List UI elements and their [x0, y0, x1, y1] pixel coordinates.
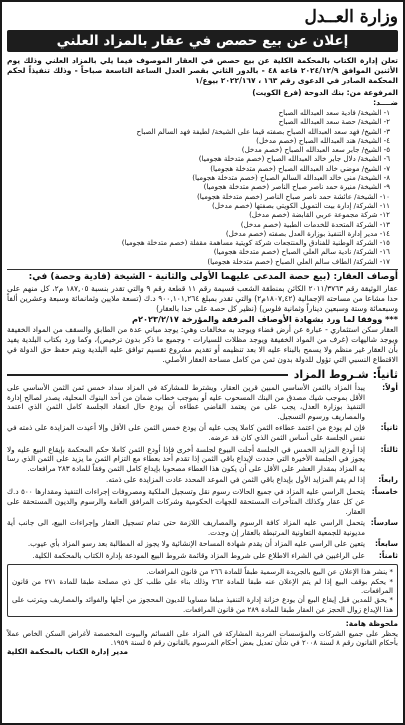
ministry-header: [7, 6, 398, 28]
list-item: ١٤- مدير إدارة التنفيذ بوزارة العدل بصفته (خصم مدخل): [225, 228, 390, 238]
list-item: ١٥- الشركة الوطنية للفنادق والمنتجعات شركة كويتية مساهمة مقفلة (خصم متدخلة هجوميا): [121, 238, 390, 248]
list-item: ١٣- الشركة المتحدة للخدمات الطبية (خصم مدخل): [240, 219, 390, 229]
list-item: ١٢- شركة مجموعة عربي القابضة (خصم مدخل): [249, 210, 390, 220]
ministry-name: وزارة العــدل: [304, 7, 398, 27]
condition-label: ثامناً:: [378, 551, 398, 561]
against-label: ضــــد:: [373, 98, 398, 107]
conditions-heading-row: [7, 368, 398, 381]
list-item: ٤- الشيخة/ هند العبدالله الصباح (خصم مدخل): [256, 135, 390, 145]
condition-text: إذا أودع المزايد الخمس في الجلسة أجلت البيوع لجلسة أخرى فإذا أودع الثمن كاملا حكم المحكمة بإيقاع البيع عليه ولا يجوز في الجلسة الأخيرة التي حددت لإيداع باقي الثمن إذا تقدم أحد بعطاء مع التزام الثمن ما يزيد على الثمن الذي رسا به المزاد بمقدار العشر على الأقل على أن يكون هذا العطاء مصحوبا بإيداع كامل الثمن وفقاً للمادة ٢٨٣ مرافعات.: [7, 444, 365, 473]
plaintiff-line: المرفوعة من: بنك الدوحة (فرع الكويت): [252, 88, 398, 97]
condition-text: يتعين على الراسي عليه المزاد أن يقدم شهادة المساحة الإنشائية ولا يجوز له المطالبة بعد رسو المزاد بأي عيوب.: [27, 539, 365, 549]
signature-line: مدير إدارة الكتاب بالمحكمة الكلية: [7, 647, 129, 657]
list-item: ١٠- الشيخة/ عائشة حمد ناصر صباح الناصر (خصم متدخلة هجوميا): [197, 191, 390, 201]
property-description-heading: أوصاف العقار: (بيع حصة المدعى عليهما الأولى والثانية - الشيخة (فادية وحصة) في:: [7, 269, 398, 284]
list-item: ٦- الشيخة/ دلال جابر خالد العبدالله الصباح (خصم متدخلة هجوميا): [198, 154, 390, 164]
condition-label: أولاً:: [382, 383, 398, 393]
condition-item: [7, 539, 398, 549]
condition-label: خامساً:: [371, 487, 398, 497]
list-item: ٣- الشيخ/ فهد سعد العبدالله الصباح بصفته قيما على الشيخة/ لطيفة فهد السالم الصباح: [136, 126, 390, 136]
condition-text: يتحمل الراسي عليه المزاد في جميع الحالات رسوم نقل وتسجيل الملكية ومصروفات إجراءات التنفيذ ومقدارها ٥٠٠ د.ك عن كل عقار وكذلك المتأخرات المستحقة للجهات الحكومية وشركات المرافق العامة والرسوم والديون المستحقة على العقار.: [7, 487, 366, 516]
notice-title-banner: إعلان عن بيع حصص في عقار بالمزاد العلني: [7, 30, 398, 52]
condition-text: فإن لم يودع من اعتمد عطاءه الثمن كاملا يجب عليه أن يودع خمس الثمن على الأقل وإلا أعيدت المزايدة على ذمته في نفس الجلسة على أساس الثمن الذي كان قد عرضه.: [7, 423, 365, 443]
list-item: ٢- الشيخة/ حصة سعد العبدالله الصباح: [278, 117, 390, 127]
list-item: ٩- الشيخة/ منيرة حمد ناصر صباح الناصر (خصم متدخلة هجوميا): [203, 182, 390, 192]
condition-item: [7, 445, 398, 474]
condition-label: رابعاً:: [378, 475, 398, 485]
condition-item: [7, 487, 398, 516]
condition-text: يتحمل الراسي عليه المزاد كافة الرسوم والمصاريف اللازمة حتى تمام تسجيل العقار وإجراءات البيع، الى جانب أية مديونية للجمعية التعاونية المرتبطة بالعقار إن وجدت.: [7, 518, 365, 537]
legal-note: * ينشر هذا الإعلان عن البيع بالجريدة الرسمية طبقاً للمادة ٢٦٦ من قانون المرافعات.: [146, 567, 393, 577]
list-item: ١٦- الشركة/ نادية سالم العلي الصباح (خصم متدخلة هجوميا): [213, 247, 390, 257]
legal-note: * يحق للمدين قبل إيقاع البيع أن يودع خزانة إدارة التنفيذ مبلغا مساويا للديون المحجوز من أجلها والفوائد والمصاريف ويترتب على هذا الإيداع زوال الحجز عن العقار طبقا للمادة ٢٨٩ من قانون المرافعات.: [12, 595, 393, 614]
important-note-heading: ملحوظة هامة:: [345, 618, 398, 628]
notice-intro: تعلن إدارة الكتاب بالمحكمة الكلية عن بيع حصص في العقار الموصوف فيما يلي بالمزاد العلني وذلك يوم الأثنين الموافق ٢٠٢٤/١٢/٩ قاعة ٤٨ - بالدور الثاني بقصر العدل الساعة التاسعة صباحاً - وذلك تنفيذاً لحكم المحكمة الصادر في الدعوى رقم ١٦٣ ، ٢٠٢٢/١٦٧ بيوع/١: [7, 56, 398, 85]
condition-item: [7, 518, 398, 537]
property-description-body: عقار الوثيقة رقم ٢٠١١/٣٧٦٣ الكائن بمنطقة الشعب قسيمة رقم ١١ قطعة رقم ٩ والتي تقدر بنسبة ١٨٧,٠٥ م٢، كل منهم على حدا مشاعا من مساحته الإجمالية (١٨٠٧,٤٢م٢) والتي تقدر بمبلغ ٩٠٠,١٠١,٢٦٤ د.ك (تسعة ملايين وثمانمائة وسبعة وعشرين ألفاً وسبعمائة وستة وسبعين ديناراً وثمانية فلوس) (نظير كل حصة على حدا بالعقار): [7, 284, 399, 314]
legal-notes-box: [7, 564, 398, 616]
condition-label: ثالثاً:: [380, 444, 398, 454]
heading-divider: [7, 374, 288, 376]
legal-note: * يحكم بوقف البيع إذا لم يتم الإعلان عنه طبقا للمادة ٢٦٢ وذلك بناء على طلب كل ذي مصلحة طبقا للمادة ٢٧١ من قانون المرافعات.: [12, 576, 393, 595]
condition-text: على الراغبين في الشراء الاطلاع على شروط المزاد وقائمة شروط البيع المودعة بإدارة الكتاب بالمحكمة الكلية.: [32, 551, 365, 561]
property-certificate-note: *** ووفقا لما ورد بشهادة الأوصاف المرفقة والمؤرخة ٢٠٢٣/٢/١٧م: [131, 314, 398, 325]
property-details: العقار سكن استثماري - عبارة عن أرض فضاء ويوجد به مخالفات وهي: يوجد مباني عدة من الطابق والسقف من المواد الخفيفة ويوجد شاليهات (غرف من المواد الخفيفة ويوجد مظلات للسيارات - وجميع ما ذكر بدون ترخيص)، وكما ورد بكتاب البلدية يفيد بأن العقار غير منظم ولا يسمح بالبناء عليه الا بعد تنظيمه أو تقديم مشروع تقسيم توافق عليه البلدية ويتم حفظ حق الدولة في الاقتطاع النسبي التي تؤول للدولة بدون ثمن من كامل مساحة العقار الأصلي.: [7, 325, 398, 365]
condition-text: يبدأ المزاد بالثمن الأساسي المبين قرين العقار، ويشترط للمشاركة في المزاد سداد خمس ثمن الثمن الأساسي على الأقل بموجب شيك مصدق من البنك المسحوب عليه أو بموجب خطاب ضمان من أحد البنوك المحلية، يصدر لصالح إدارة التنفيذ بوزارة العدل، يجب على من يعتمد القاضي عطاءه أن يودع حال انعقاد الجلسة كامل الثمن الذي اعتمد والمصاريف ورسوم التسجيل.: [7, 383, 365, 421]
condition-item: [7, 423, 398, 442]
condition-item: [7, 475, 398, 485]
list-item: ٨- الشيخة/ منى خالد العبدالله السالم الصباح (خصم متدخلة هجوميا): [192, 173, 390, 183]
condition-label: سابعاً:: [374, 539, 398, 549]
list-item: ٧- الشيخ/ موضي خالد العبدالله الصباح (خصم متدخلة هجوميا): [210, 163, 390, 173]
condition-label: سادساً:: [370, 518, 398, 528]
list-item: ٥- الشيخ/ جابر سعد العبدالله الصباح (خصم مدخل): [241, 145, 390, 155]
defendants-list: [7, 108, 398, 266]
condition-item: [7, 383, 398, 421]
list-item: ١- الشيخة/ فادية سعد العبدالله الصباح: [278, 108, 390, 117]
condition-item: [7, 551, 398, 561]
list-item: ١٧- الشركة/ الطاف سالم العلي الصباح (خصم متدخلة هجوميا): [207, 256, 390, 266]
conditions-heading: ثانياً: شـروط المزاد: [293, 368, 398, 382]
important-note-text: يحظر على جميع الشركات والمؤسسات الفردية المشاركة في المزاد على القسائم والبيوت المخصصة لأغراض السكن الخاص عملاً بأحكام القانون رقم ٨ لسنة ٢٠٠٨ في شأن تعديل بعض أحكام المرسوم بالقانون رقم ٥ لسنة ١٩٥٩.: [7, 628, 398, 648]
condition-text: إذا لم يقم المزايد الأول بإيداع باقي الثمن في الموعد المحدد عادت المزايدة على ذمته.: [106, 475, 365, 485]
list-item: ١١- الشركة/ إدارة بيت التمويل الكويتي بصفتها (خصم مدخل): [212, 200, 390, 210]
condition-label: ثانياً:: [380, 423, 398, 433]
